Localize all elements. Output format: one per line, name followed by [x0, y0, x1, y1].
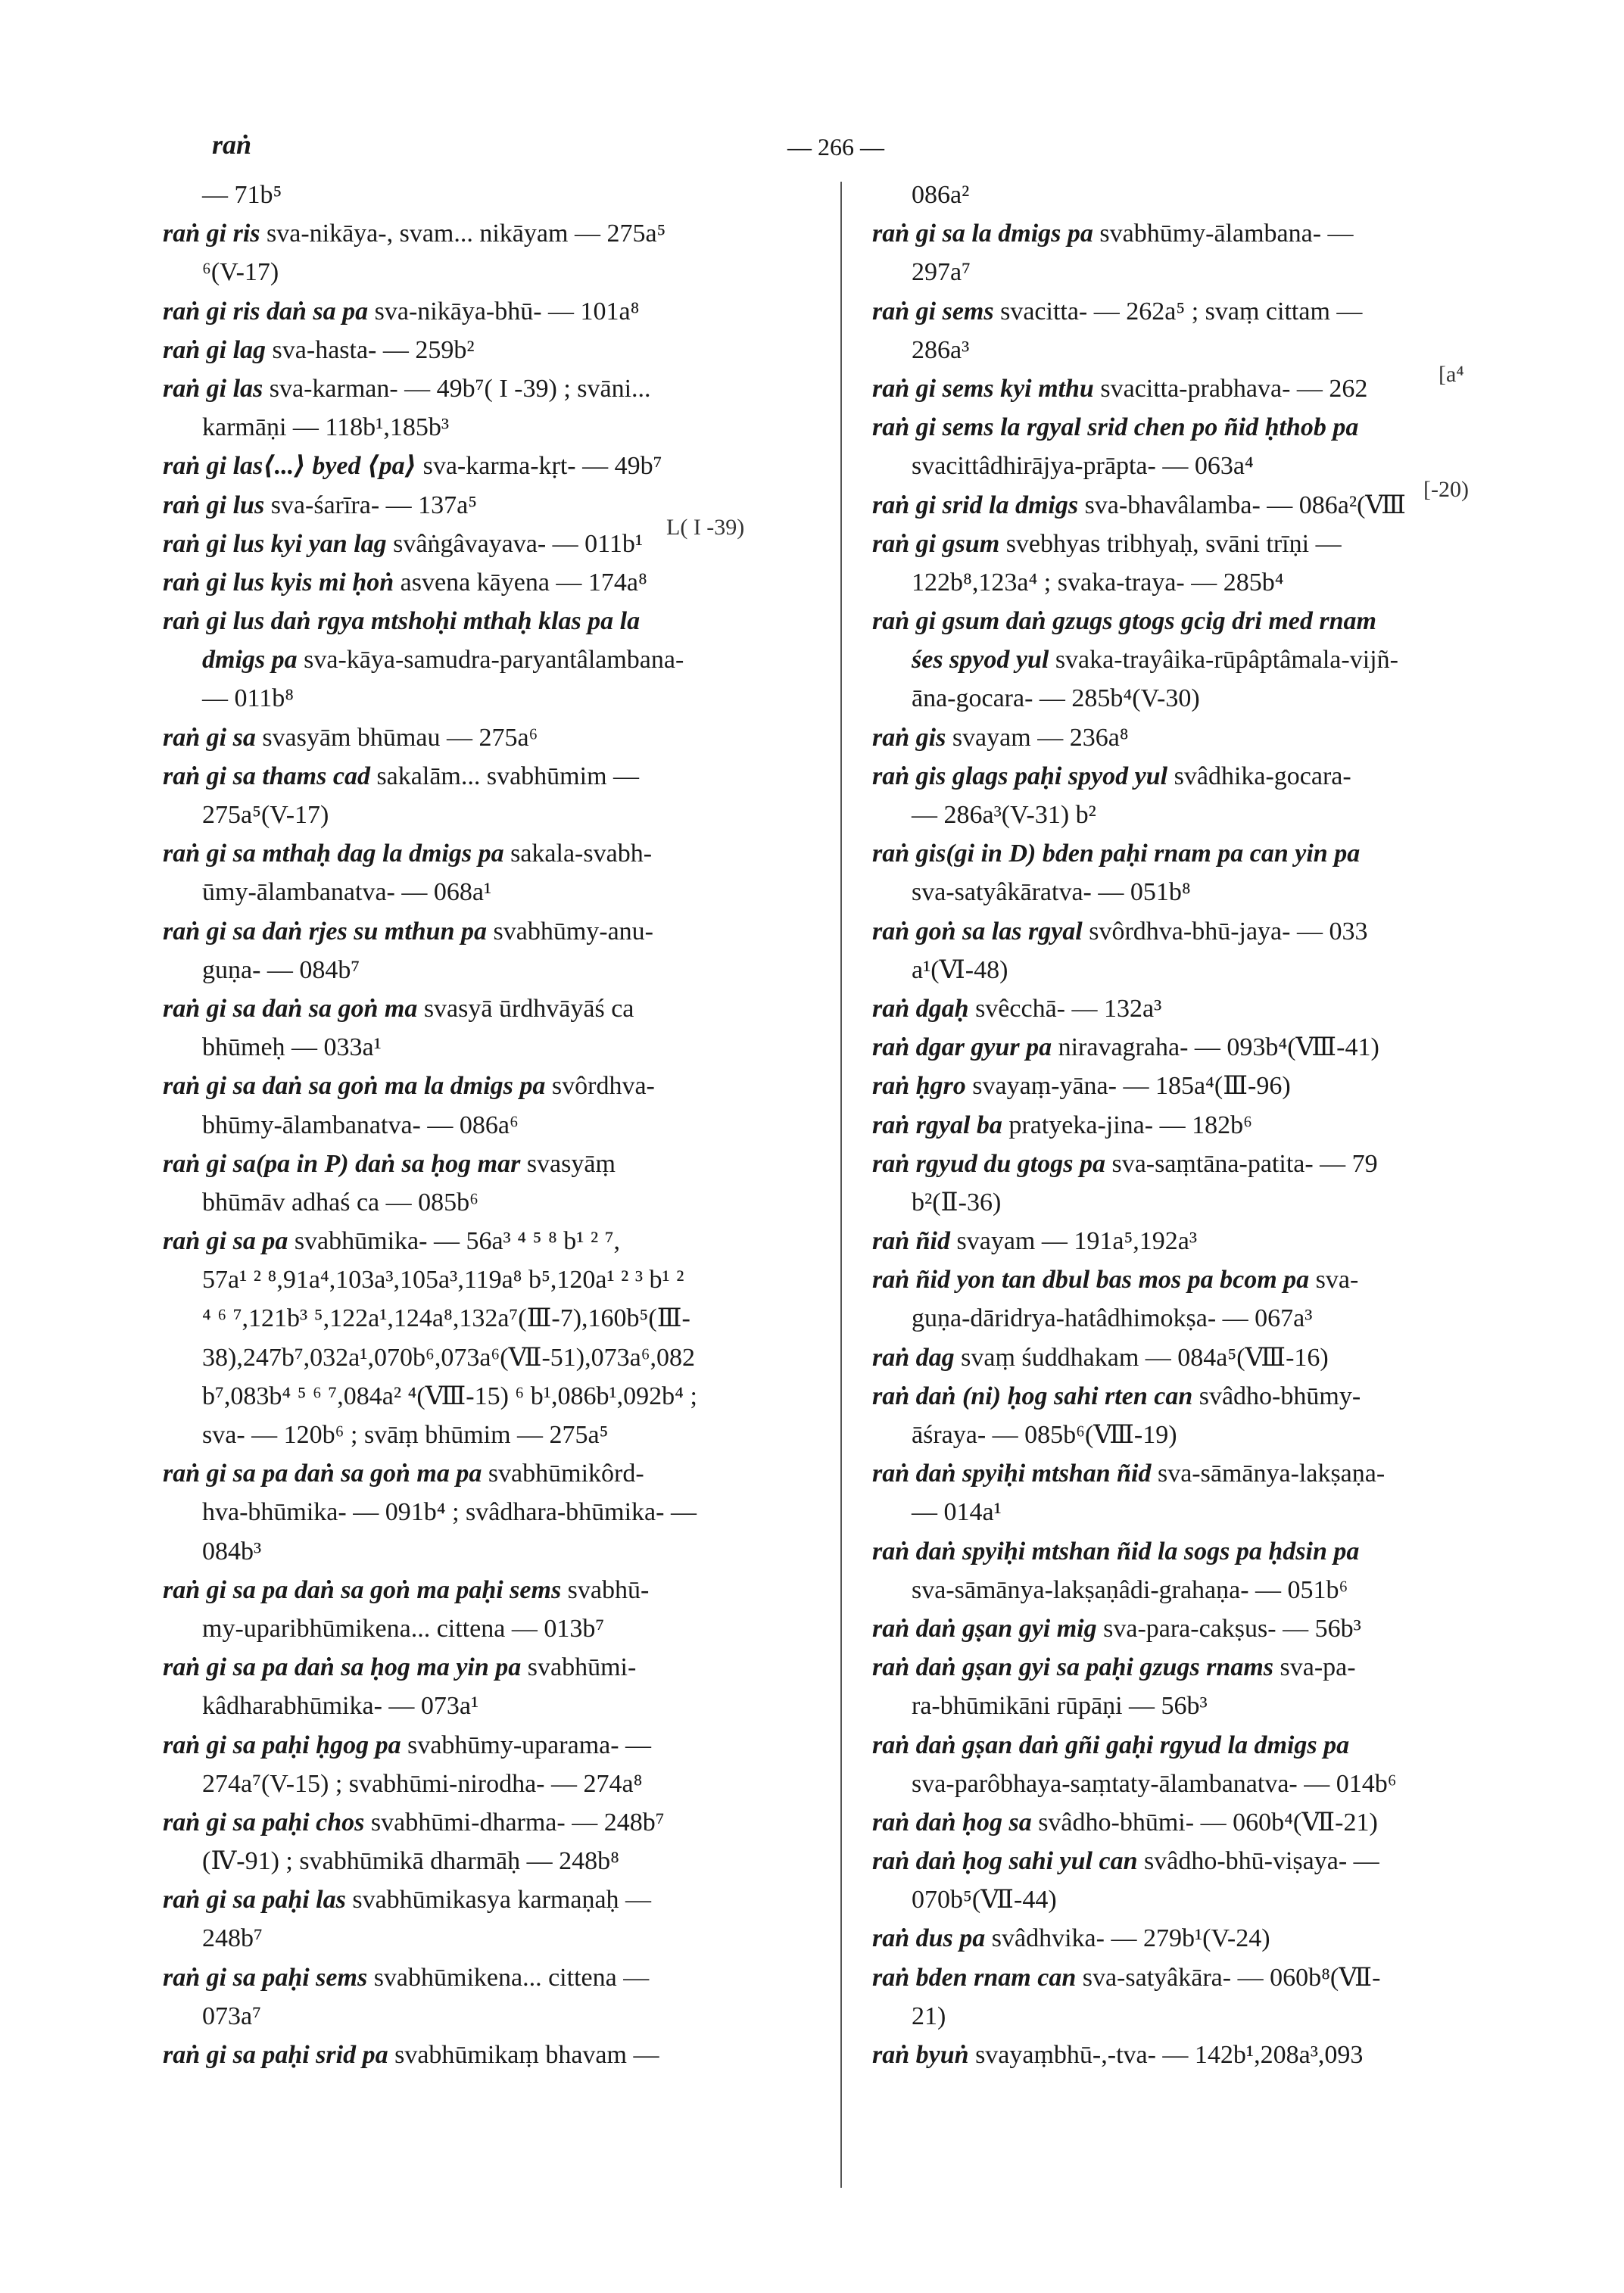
- definition-text: sva- — 120b⁶ ; svāṃ bhūmim — 275a⁵: [202, 1421, 609, 1449]
- headword: raṅ gi sa mthaḥ dag la dmigs pa: [163, 840, 504, 868]
- entry-line: [872, 1299, 1501, 1338]
- left-column: [163, 176, 814, 2074]
- definition-text: 57a¹ ² ⁸,91a⁴,103a³,105a³,119a⁸ b⁵,120a¹ ² ³ b¹ ²: [202, 1266, 684, 1294]
- definition-text: sva-parôbhaya-saṃtaty-ālambanatva- — 014b⁶: [912, 1769, 1397, 1798]
- entry-line: [872, 1958, 1501, 1997]
- entry-line: [163, 951, 814, 989]
- entry-line: [872, 1454, 1501, 1493]
- definition-text: 286a³: [912, 335, 970, 364]
- definition-text: svâṅgâvayava- — 011b¹: [386, 529, 644, 558]
- entry-line: [872, 447, 1501, 485]
- headword: raṅ dgar gyur pa: [872, 1033, 1052, 1062]
- entry-line: [163, 1648, 814, 1687]
- headword: raṅ gi las⟨...⟩ byed ⟨pa⟩: [163, 452, 417, 481]
- headword: raṅ daṅ gṣan gyi sa paḥi gzugs rnams: [872, 1653, 1274, 1682]
- headword: raṅ ḥgro: [872, 1072, 966, 1101]
- page-header: [0, 129, 1624, 174]
- definition-text: sva-satyâkāra- — 060b⁸(Ⅶ-: [1076, 1963, 1381, 1992]
- entry-line: [872, 602, 1501, 640]
- definition-text: svabhūmika- — 56a³ ⁴ ⁵ ⁸ b¹ ² ⁷,: [288, 1227, 621, 1256]
- entry-line: [163, 1299, 814, 1338]
- headword: raṅ gi sa pa daṅ sa goṅ ma pa: [163, 1460, 482, 1488]
- headword: raṅ rgyal ba: [872, 1111, 1002, 1139]
- definition-text: b²(Ⅱ-36): [912, 1188, 1002, 1217]
- entry-line: [163, 1687, 814, 1725]
- entry-line: [872, 873, 1501, 911]
- entry-line: [872, 1338, 1501, 1377]
- entry-line: [163, 796, 814, 834]
- entry-line: [163, 989, 814, 1028]
- entry-line: [163, 253, 814, 291]
- headword: raṅ gi sa daṅ sa goṅ ma: [163, 994, 418, 1023]
- entry-line: [872, 563, 1501, 602]
- entry-line: [163, 447, 814, 485]
- definition-text: svabhū-: [561, 1575, 650, 1604]
- definition-text: b⁷,083b⁴ ⁵ ⁶ ⁷,084a² ⁴(Ⅷ-15) ⁶ b¹,086b¹,092b⁴ ;: [202, 1382, 697, 1410]
- definition-text: svabhūmy-anu-: [487, 917, 654, 946]
- headword: raṅ gi sa(pa in P) daṅ sa ḥog mar: [163, 1149, 521, 1178]
- headword: raṅ daṅ (ni) ḥog sahi rten can: [872, 1382, 1193, 1410]
- headword: raṅ gi lus kyis mi ḥoṅ: [163, 568, 394, 597]
- entry-line: [163, 408, 814, 447]
- margin-mark: L( I -39): [666, 515, 745, 540]
- definition-text: svabhūmi-: [521, 1653, 637, 1682]
- headword: raṅ gi las: [163, 374, 263, 403]
- entry-line: [163, 912, 814, 951]
- definition-text: 086a²: [912, 181, 970, 209]
- entry-line: [163, 292, 814, 331]
- definition-text: 21): [912, 2002, 946, 2030]
- definition-text: sva-sāmānya-lakṣaṇâdi-grahaṇa- — 051b⁶: [912, 1575, 1348, 1604]
- entry-line: [872, 1260, 1501, 1299]
- headword: raṅ byuṅ: [872, 2041, 969, 2069]
- definition-text: svâdho-bhū-viṣaya- —: [1137, 1847, 1379, 1876]
- entry-line: [163, 1106, 814, 1145]
- entry-line: [872, 1880, 1501, 1919]
- entry-line: [872, 1609, 1501, 1648]
- headword: raṅ ñid yon tan dbul bas mos pa bcom pa: [872, 1266, 1310, 1294]
- entry-line: [872, 796, 1501, 834]
- definition-text: sva-karma-kṛt- — 49b⁷: [416, 452, 662, 481]
- entry-line: [163, 1880, 814, 1919]
- definition-text: karmāṇi — 118b¹,185b³: [202, 413, 450, 442]
- headword: raṅ bden rnam can: [872, 1963, 1077, 1992]
- entry-line: [163, 1028, 814, 1067]
- entry-line: [163, 1067, 814, 1105]
- headword: raṅ gi sa paḥi sems: [163, 1963, 368, 1992]
- definition-text: sva-: [1309, 1266, 1359, 1294]
- headword: raṅ gi sa la dmigs pa: [872, 220, 1093, 248]
- column-divider: [840, 182, 842, 2188]
- headword: raṅ gi sa thams cad: [163, 762, 370, 790]
- entry-line: [872, 176, 1501, 214]
- entry-line: [163, 679, 814, 718]
- entry-line: [872, 525, 1501, 563]
- entry-line: [872, 214, 1501, 253]
- definition-text: 38),247b⁷,032a¹,070b⁶,073a⁶(Ⅶ-51),073a⁶,082: [202, 1343, 696, 1372]
- headword: raṅ dag: [872, 1343, 955, 1372]
- headword: raṅ gi sa pa: [163, 1227, 288, 1256]
- entry-line: [872, 1726, 1501, 1765]
- running-head: raṅ: [212, 129, 252, 160]
- definition-text: my-uparibhūmikena... cittena — 013b⁷: [202, 1614, 605, 1643]
- entry-line: [872, 1493, 1501, 1531]
- entry-line: [163, 1183, 814, 1222]
- headword: raṅ gi sa paḥi las: [163, 1886, 346, 1914]
- definition-text: svôrdhva-bhū-jaya- — 033: [1082, 917, 1368, 946]
- entry-line: [872, 1842, 1501, 1880]
- definition-text: bhūmeḥ — 033a¹: [202, 1033, 382, 1062]
- entry-line: [872, 757, 1501, 796]
- entry-line: [872, 2036, 1501, 2074]
- definition-text: 274a⁷(V-15) ; svabhūmi-nirodha- — 274a⁸: [202, 1769, 643, 1798]
- headword: raṅ gi ris daṅ sa pa: [163, 297, 369, 326]
- headword: raṅ daṅ gṣan gyi mig: [872, 1614, 1097, 1643]
- definition-text: 248b⁷: [202, 1924, 263, 1953]
- entry-line: [872, 640, 1501, 679]
- definition-text: svabhūmy-ālambana- —: [1093, 220, 1354, 248]
- headword: raṅ gi gsum daṅ gzugs gtogs gcig dri med rnam: [872, 607, 1376, 636]
- definition-text: svasyām bhūmau — 275a⁶: [255, 723, 538, 752]
- entry-line: [163, 1338, 814, 1377]
- entry-line: [163, 214, 814, 253]
- entry-line: [872, 1765, 1501, 1803]
- definition-text: 070b⁵(Ⅶ-44): [912, 1886, 1057, 1914]
- definition-text: svayaṃbhū-,-tva- — 142b¹,208a³,093: [968, 2041, 1364, 2069]
- entry-line: [163, 369, 814, 408]
- definition-text: svabhūmikena... cittena —: [367, 1963, 650, 1992]
- headword: raṅ gi ris: [163, 220, 260, 248]
- definition-text: sva-hasta- — 259b²: [266, 335, 475, 364]
- headword: raṅ gis(gi in D) bden paḥi rnam pa can yin pa: [872, 840, 1361, 868]
- headword: raṅ gi sems kyi mthu: [872, 374, 1094, 403]
- definition-text: — 014a¹: [912, 1498, 1002, 1527]
- definition-text: sva-pa-: [1273, 1653, 1356, 1682]
- headword: raṅ daṅ gṣan daṅ gñi gaḥi rgyud la dmigs pa: [872, 1731, 1350, 1759]
- page-number: — 266 —: [787, 133, 884, 160]
- entry-line: [163, 1416, 814, 1454]
- entry-line: [872, 1067, 1501, 1105]
- entry-line: [872, 1997, 1501, 2036]
- entry-line: [872, 679, 1501, 718]
- entry-line: [163, 834, 814, 873]
- entry-line: [872, 1222, 1501, 1260]
- definition-text: sva-karman- — 49b⁷( I -39) ; svāni...: [263, 374, 651, 403]
- entry-line: [872, 1416, 1501, 1454]
- entry-line: [163, 1571, 814, 1609]
- entry-line: [163, 1958, 814, 1997]
- definition-text: svâdhvika- — 279b¹(V-24): [985, 1924, 1270, 1953]
- headword: raṅ gi sa paḥi ḥgog pa: [163, 1731, 401, 1759]
- entry-line: [163, 1803, 814, 1842]
- definition-text: bhūmy-ālambanatva- — 086a⁶: [202, 1111, 519, 1139]
- entry-line: [163, 1726, 814, 1765]
- headword: raṅ daṅ ḥog sahi yul can: [872, 1847, 1138, 1876]
- entry-line: [163, 1919, 814, 1958]
- definition-text: hva-bhūmika- — 091b⁴ ; svâdhara-bhūmika- —: [202, 1498, 697, 1527]
- headword: raṅ gis glags paḥi spyod yul: [872, 762, 1168, 790]
- margin-mark: [-20): [1423, 477, 1469, 502]
- definition-text: sva-nikāya-, svam... nikāyam — 275a⁵: [260, 220, 666, 248]
- definition-text: svacitta-prabhava- — 262: [1093, 374, 1368, 403]
- headword: raṅ gi sa paḥi chos: [163, 1808, 365, 1837]
- definition-text: bhūmāv adhaś ca — 085b⁶: [202, 1188, 478, 1217]
- definition-text: sva-nikāya-bhū- — 101a⁸: [368, 297, 640, 326]
- headword: raṅ gi sems la rgyal srid chen po ñid ḥthob pa: [872, 413, 1359, 442]
- definition-text: guṇa-dāridrya-hatâdhimokṣa- — 067a³: [912, 1304, 1313, 1333]
- definition-text: ra-bhūmikāni rūpāṇi — 56b³: [912, 1692, 1208, 1721]
- entry-line: [872, 951, 1501, 989]
- entry-line: [163, 1765, 814, 1803]
- headword: raṅ gi sa: [163, 723, 256, 752]
- entry-line: [163, 1842, 814, 1880]
- entry-line: [163, 1997, 814, 2036]
- entry-line: [872, 1377, 1501, 1416]
- definition-text: svaka-trayâika-rūpâptâmala-vijñ-: [1049, 646, 1398, 675]
- definition-text: āśraya- — 085b⁶(Ⅷ-19): [912, 1421, 1177, 1449]
- entry-line: [872, 1803, 1501, 1842]
- definition-text: svayam — 191a⁵,192a³: [950, 1227, 1198, 1256]
- entry-line: [872, 1571, 1501, 1609]
- entry-line: [872, 1145, 1501, 1183]
- entry-line: [872, 1532, 1501, 1571]
- definition-text: pratyeka-jina- — 182b⁶: [1002, 1111, 1252, 1139]
- entry-line: [872, 408, 1501, 447]
- headword: raṅ daṅ spyiḥi mtshan ñid: [872, 1460, 1152, 1488]
- entry-line: [163, 1532, 814, 1571]
- definition-text: asvena kāyena — 174a⁸: [394, 568, 647, 597]
- entry-line: [872, 292, 1501, 331]
- definition-text: svabhūmikôrd-: [482, 1460, 644, 1488]
- entry-line: [163, 873, 814, 911]
- headword: raṅ gi sems: [872, 297, 994, 326]
- definition-text: sva-śarīra- — 137a⁵: [264, 491, 478, 519]
- definition-text: ⁶(V-17): [202, 258, 279, 287]
- entry-line: [163, 563, 814, 602]
- entry-line: [163, 640, 814, 679]
- entry-line: [872, 1919, 1501, 1958]
- definition-text: svabhūmi-dharma- — 248b⁷: [364, 1808, 665, 1837]
- definition-text: kâdharabhūmika- — 073a¹: [202, 1692, 479, 1721]
- entry-line: [163, 602, 814, 640]
- definition-text: svaṃ śuddhakam — 084a⁵(Ⅷ-16): [954, 1343, 1329, 1372]
- entry-line: [872, 369, 1501, 408]
- definition-text: 275a⁵(V-17): [202, 801, 329, 829]
- headword: raṅ gi srid la dmigs: [872, 491, 1079, 519]
- headword: raṅ gi lus kyi yan lag: [163, 529, 387, 558]
- entry-line: [163, 176, 814, 214]
- definition-text: sva-bhavâlamba- — 086a²(Ⅷ: [1078, 491, 1406, 519]
- headword: raṅ ñid: [872, 1227, 950, 1256]
- headword: raṅ gi sa daṅ sa goṅ ma la dmigs pa: [163, 1072, 546, 1101]
- definition-text: sva-sāmānya-lakṣaṇa-: [1151, 1460, 1386, 1488]
- headword: raṅ gi lus daṅ rgya mtshoḥi mthaḥ klas pa la: [163, 607, 641, 636]
- headword: śes spyod yul: [912, 646, 1049, 675]
- definition-text: 122b⁸,123a⁴ ; svaka-traya- — 285b⁴: [912, 568, 1284, 597]
- definition-text: 073a⁷: [202, 2002, 261, 2030]
- margin-mark: [a⁴: [1439, 362, 1464, 387]
- headword: raṅ gi sa daṅ rjes su mthun pa: [163, 917, 487, 946]
- definition-text: 297a⁷: [912, 258, 971, 287]
- headword: raṅ dus pa: [872, 1924, 986, 1953]
- entry-line: [163, 757, 814, 796]
- definition-text: svacittâdhirājya-prāpta- — 063a⁴: [912, 452, 1254, 481]
- entry-line: [163, 1145, 814, 1183]
- definition-text: sva-satyâkāratva- — 051b⁸: [912, 878, 1191, 907]
- entry-line: [872, 486, 1501, 525]
- definition-text: svayam — 236a⁸: [946, 723, 1129, 752]
- headword: raṅ gi lag: [163, 335, 267, 364]
- definition-text: svôrdhva-: [545, 1072, 655, 1101]
- definition-text: sva-kāya-samudra-paryantâlambana-: [297, 646, 684, 675]
- definition-text: (Ⅳ-91) ; svabhūmikā dharmāḥ — 248b⁸: [202, 1847, 619, 1876]
- definition-text: svebhyas tribhyaḥ, svāni trīṇi —: [999, 529, 1342, 558]
- entry-line: [163, 1222, 814, 1260]
- definition-text: svâdhika-gocara-: [1167, 762, 1351, 790]
- entry-line: [163, 331, 814, 369]
- entry-line: [872, 1106, 1501, 1145]
- definition-text: svasyā ūrdhvāyāś ca: [417, 994, 634, 1023]
- headword: dmigs pa: [202, 646, 298, 675]
- definition-text: a¹(Ⅵ-48): [912, 955, 1008, 984]
- entry-line: [872, 331, 1501, 369]
- entry-line: [163, 718, 814, 757]
- entry-line: [872, 1687, 1501, 1725]
- headword: raṅ gis: [872, 723, 946, 752]
- entry-line: [872, 1028, 1501, 1067]
- definition-text: svêcchā- — 132a³: [968, 994, 1162, 1023]
- entry-line: [872, 253, 1501, 291]
- definition-text: ⁴ ⁶ ⁷,121b³ ⁵,122a¹,124a⁸,132a⁷(Ⅲ-7),160b⁵(Ⅲ-: [202, 1304, 690, 1333]
- definition-text: 084b³: [202, 1537, 262, 1566]
- headword: raṅ gi gsum: [872, 529, 1000, 558]
- headword: raṅ goṅ sa las rgyal: [872, 917, 1083, 946]
- entry-line: [872, 834, 1501, 873]
- headword: raṅ gi sa paḥi srid pa: [163, 2041, 388, 2069]
- headword: raṅ daṅ ḥog sa: [872, 1808, 1032, 1837]
- definition-text: svabhūmy-uparama- —: [401, 1731, 652, 1759]
- definition-text: ūmy-ālambanatva- — 068a¹: [202, 878, 492, 907]
- entry-line: [872, 718, 1501, 757]
- definition-text: guṇa- — 084b⁷: [202, 955, 360, 984]
- headword: raṅ gi sa pa daṅ sa ḥog ma yin pa: [163, 1653, 522, 1682]
- entry-line: [163, 1493, 814, 1531]
- entry-line: [163, 1377, 814, 1416]
- definition-text: svacitta- — 262a⁵ ; svaṃ cittam —: [993, 297, 1363, 326]
- definition-text: — 71b⁵: [202, 181, 282, 209]
- headword: raṅ daṅ spyiḥi mtshan ñid la sogs pa ḥdsin pa: [872, 1537, 1360, 1566]
- entry-line: [872, 912, 1501, 951]
- definition-text: svabhūmikasya karmaṇaḥ —: [345, 1886, 652, 1914]
- entry-line: [163, 2036, 814, 2074]
- definition-text: svâdho-bhūmy-: [1192, 1382, 1361, 1410]
- entry-line: [163, 1260, 814, 1299]
- headword: raṅ gi lus: [163, 491, 265, 519]
- headword: raṅ dgaḥ: [872, 994, 969, 1023]
- right-column: [872, 176, 1501, 2074]
- entry-line: [163, 1609, 814, 1648]
- definition-text: svayaṃ-yāna- — 185a⁴(Ⅲ-96): [965, 1072, 1291, 1101]
- definition-text: — 011b⁸: [202, 684, 295, 713]
- definition-text: sva-para-cakṣus- — 56b³: [1096, 1614, 1361, 1643]
- definition-text: sakalām... svabhūmim —: [369, 762, 640, 790]
- entry-line: [872, 989, 1501, 1028]
- entry-line: [872, 1648, 1501, 1687]
- definition-text: svasyāṃ: [520, 1149, 616, 1178]
- definition-text: sakala-svabh-: [503, 840, 653, 868]
- definition-text: sva-saṃtāna-patita- — 79: [1105, 1149, 1378, 1178]
- definition-text: svâdho-bhūmi- — 060b⁴(Ⅶ-21): [1031, 1808, 1378, 1837]
- definition-text: niravagraha- — 093b⁴(Ⅷ-41): [1052, 1033, 1379, 1062]
- entry-line: [163, 1454, 814, 1493]
- definition-text: — 286a³(V-31) b²: [912, 801, 1096, 829]
- headword: raṅ rgyud du gtogs pa: [872, 1149, 1105, 1178]
- definition-text: svabhūmikaṃ bhavam —: [388, 2041, 659, 2069]
- definition-text: āna-gocara- — 285b⁴(V-30): [912, 684, 1200, 713]
- headword: raṅ gi sa pa daṅ sa goṅ ma paḥi sems: [163, 1575, 562, 1604]
- entry-line: [872, 1183, 1501, 1222]
